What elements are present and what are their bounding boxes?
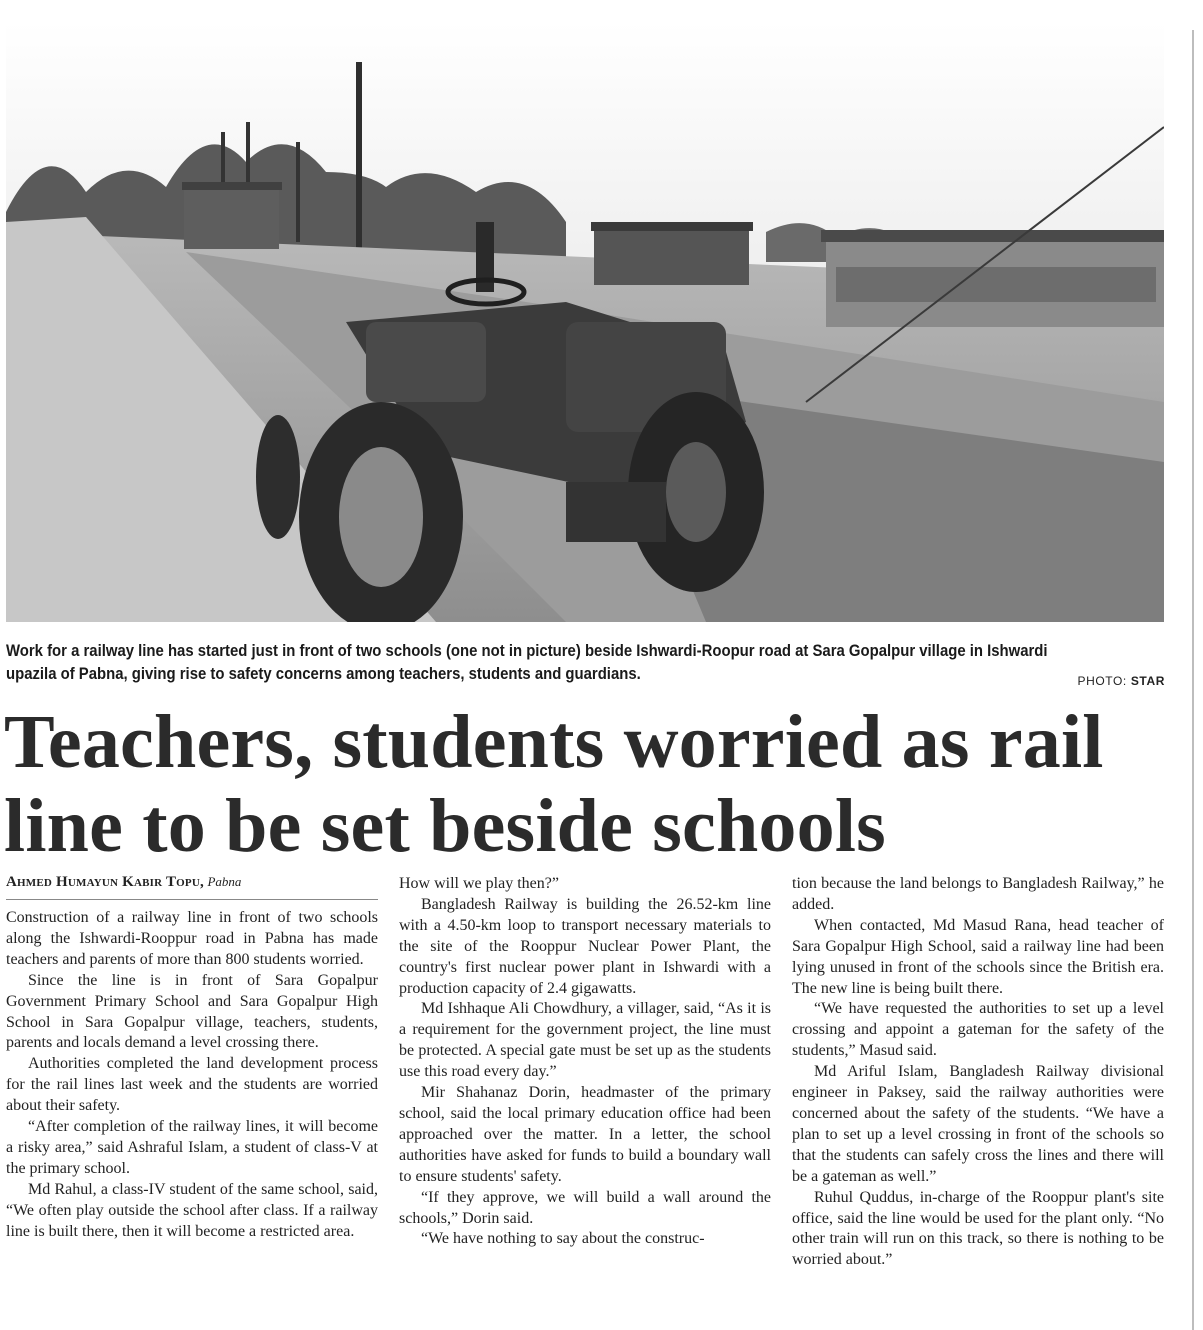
paragraph: “If they approve, we will build a wall around the schools,” Dorin said. — [399, 1188, 771, 1227]
paragraph: tion because the land belongs to Bangladesh Railway,” he added. — [792, 875, 1164, 913]
photo-credit — [1077, 674, 1165, 688]
article-column-3 — [792, 874, 1164, 1271]
paragraph: Ruhul Quddus, in-charge of the Rooppur plant's site office, said the line would be used for the plant only. “No other train will run on this track, so there is nothing to be worried about.” — [792, 1188, 1164, 1269]
paragraph: Construction of a railway line in front of two schools along the Ishwardi-Rooppur road in Pabna has made teachers and parents of more than 800 students worried. — [6, 909, 378, 968]
paragraph: Since the line is in front of Sara Gopalpur Government Primary School and Sara Gopalpur High School in Sara Gopalpur village, teachers, students, parents and locals demand a level crossing there. — [6, 971, 378, 1052]
paragraph: “We have requested the authorities to set up a level crossing and appoint a gateman for the safety of the students,” Masud said. — [792, 1000, 1164, 1060]
article-column-2 — [399, 874, 771, 1250]
article-column-1 — [6, 908, 378, 1243]
paragraph: Bangladesh Railway is building the 26.52-km line with a 4.50-km loop to transport necessary materials to the site of the Rooppur Nuclear Power Plant, the country's first nuclear power plant in Ishwardi with a production capacity of 2.4 gigawatts. — [399, 895, 771, 997]
byline — [6, 874, 378, 891]
paragraph: Md Ishhaque Ali Chowdhury, a villager, said, “As it is a requirement for the government project, the line must be protected. A special gate must be set up as the students use this road every day.” — [399, 1000, 771, 1081]
paragraph: “We have nothing to say about the construc- — [421, 1230, 705, 1248]
paragraph: When contacted, Md Masud Rana, head teacher of Sara Gopalpur High School, said a railway line had been lying unused in front of the schools since the British era. The new line is being built there. — [792, 916, 1164, 997]
tractor-photo-illustration — [6, 22, 1164, 622]
author-name: Ahmed Humayun Kabir Topu, — [6, 874, 204, 890]
paragraph: “After completion of the railway lines, it will become a risky area,” said Ashraful Islam, a student of class-V at the primary school. — [6, 1118, 378, 1177]
column-divider-rule — [1192, 30, 1194, 1330]
article-headline: Teachers, students worried as rail line to be set beside schools — [4, 700, 1104, 868]
paragraph: Mir Shahanaz Dorin, headmaster of the primary school, said the local primary education office had been approached over the matter. In a letter, the school authorities have asked for funds to build a boundary wall to ensure students' safety. — [399, 1084, 771, 1185]
paragraph: Authorities completed the land development process for the rail lines last week and the students are worried about their safety. — [6, 1055, 378, 1115]
photo-credit-label: PHOTO: — [1077, 674, 1127, 688]
dateline-location: Pabna — [207, 874, 242, 889]
paragraph: Md Rahul, a class-IV student of the same school, said, “We often play outside the school after class. If a railway line is built there, then it will become a restricted area. — [6, 1180, 378, 1240]
paragraph: Md Ariful Islam, Bangladesh Railway divisional engineer in Paksey, said the railway authorities were concerned about the safety of the students. “We have a plan to set up a level crossing in front of the schools so that the students can safely cross the lines and there will be a gateman as well.” — [792, 1063, 1164, 1185]
paragraph: How will we play then?” — [399, 875, 559, 892]
photo-credit-source: STAR — [1130, 674, 1165, 688]
byline-rule — [6, 899, 378, 900]
news-photo — [6, 22, 1164, 622]
photo-caption: Work for a railway line has started just in front of two schools (one not in picture) beside Ishwardi-Roopur road at Sara Gopalpur village in Ishwardi upazila of Pabna, giving rise to safety concerns among teachers, students and guardians. — [6, 642, 1048, 683]
